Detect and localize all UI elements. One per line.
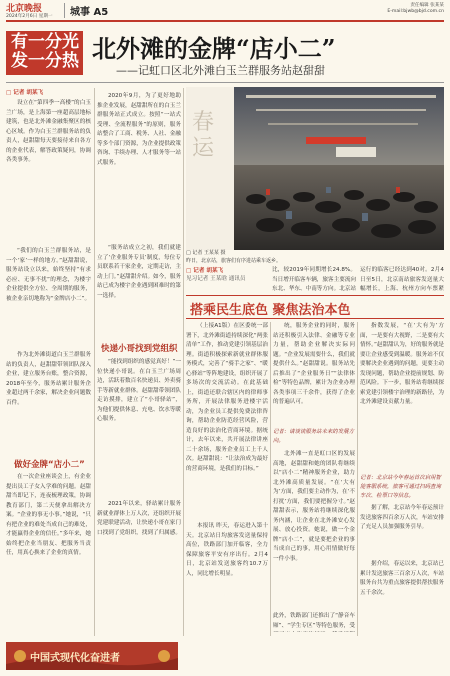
article-col-3 xyxy=(186,266,268,282)
article-col-2 xyxy=(97,92,181,623)
col3-para-1: 本报讯 昨天，春运进入第十天。北京站日均旅客发送量保持高位，铁路部门加开临客，全力保障旅客平安有序出行。2月4日，北京站发送旅客约10.7万人，同比增长明显。 xyxy=(186,523,268,577)
photo-illustration xyxy=(186,87,444,250)
section-2-para-d: 指数发展，“在‘大有为’方面，一是要有大视野，二是要有大情怀。”赵甜甜认为，好的服务就是要让企业感受到温暖。服务站不仅要解决企业遇到的问题，更要主动发现问题，帮助企业提前规划、防范风险。下一步，服务站将继续探索党建引领楼宇治理的新路径，为北外滩建设贡献力量。 xyxy=(360,323,444,405)
station-crowd-photo xyxy=(186,87,444,250)
photo-caption xyxy=(186,249,444,265)
col3-note: 记者：北京站今年春运首次启用智能客服系统，旅客可通过扫码查询车次、检票口等信息。 xyxy=(360,475,441,499)
star-icon xyxy=(158,650,170,662)
column-divider xyxy=(357,322,358,636)
header-divider xyxy=(64,3,65,18)
photo-caption-credit: □ 记者 王某某 摄 xyxy=(186,250,226,256)
kicker-line-1: 有一分光 xyxy=(11,32,79,52)
col2-para-1: 2020年9月，为了更好地助推企业发展，赵甜甜所在的白玉兰群服务站正式成立。按照“一站式受理、全流程服务”的原则，服务站整合了工商、税务、人社、金融等多个部门资源，为企业提供政策咨询、手续办理、人才服务等一站式服务。 xyxy=(97,93,181,166)
col1-para-2: “我们的白玉兰群服务站，是一个‘家’一样的地方。”赵甜甜说，服务站设立以来，始终坚持“有求必应、无事不扰”的理念，为楼宇企业提供全方位、全周期的服务，被企业亲切地称为“金牌店小二”。 xyxy=(6,248,91,302)
section-2-col-d xyxy=(360,322,444,607)
calligraphy-watermark: 春运 xyxy=(192,110,215,161)
headline-title: 北外滩的金牌“店小二” xyxy=(92,34,336,63)
col2-subhead: 快递小哥找到党组织 xyxy=(101,344,178,354)
column-divider xyxy=(94,88,95,636)
col3-byline-2: 见习记者 王某晗 通讯员 xyxy=(186,276,246,282)
headline-rule xyxy=(6,82,444,83)
article-col-4 xyxy=(272,266,356,296)
section-2-title: 搭乘民生底色 聚焦法治本色 xyxy=(190,303,351,318)
interview-question: 记者：请谈谈服务站未来的发展方向。 xyxy=(273,429,354,444)
section-label: 城事 A5 xyxy=(70,7,109,18)
article-col-1 xyxy=(6,88,91,628)
editor-email: E-mail:bjwb@bjd.com.cn xyxy=(387,9,444,14)
col1-byline: □ 记者 胡某飞 xyxy=(6,90,44,96)
header-rule xyxy=(6,20,444,22)
banner-title: 中国式现代化奋进者 xyxy=(30,653,120,664)
col3-para-2: 据了解，北京站今年春运预计发送旅客四百余万人次，车站安排了充足人员加强服务引导。 xyxy=(360,505,444,530)
col1-para-1: 设立在“第四季一高楼”的白玉兰广场，是上海第一座超高层地标建筑，也是北外滩金融集聚区的核心区域。作为白玉兰群服务站的负责人，赵甜甜每天要接待来自各方的企业代表，解答政策疑问，协调各类事务。 xyxy=(6,100,91,163)
col4-para-1: 比，较2019年同期增长24.8%。当日增开临客车辆，旅客主要流向东北、华东、中南等方向。北京站 xyxy=(272,267,356,292)
kicker-text xyxy=(9,33,81,71)
issue-date: 2024年2月6日 星期一 xyxy=(6,14,53,19)
photo-caption-text: 昨日，北京站，旅客们有序进站乘车返乡。 xyxy=(186,258,282,264)
col5-para-2: 据介绍，春运以来，北京站已累计发送旅客三百余万人次，车站服务台共为重点旅客提供帮扶服务五千余次。 xyxy=(360,561,444,596)
column-divider xyxy=(270,322,271,636)
article-col-5 xyxy=(360,266,444,296)
section-2-header xyxy=(186,295,444,319)
kicker-line-2: 发一分热 xyxy=(11,51,79,71)
headline-subtitle: ——记虹口区北外滩白玉兰群服务站赵甜甜 xyxy=(116,64,325,77)
col5-para-1: 运行的临客已经达到40对。2月4日至5日，北京南站旅客发送量大幅增长，上海、杭州方向车票紧 xyxy=(360,267,444,292)
newspaper-logo: 北京晚报 xyxy=(6,4,43,14)
col1-subhead: 做好金牌“店小二” xyxy=(14,460,85,470)
section-2-col-b xyxy=(273,322,355,636)
col1-para-3: 作为北外滩街道白玉兰群服务站的负责人，赵甜甜带领团队深入企业，建立服务台账，整合资源，2018年至今，服务站累计服务企业超过两千余家，解决企业问题数百件。 xyxy=(6,352,91,406)
col2-para-4: 2021年以来，驿站累计服务新就业群体上万人次，还组织开展党建联建活动，让快递小哥在家门口找到了党组织，找到了归属感。 xyxy=(97,501,181,536)
col2-para-2: “服务站成立之初，我们就建立了‘企业服务专员’制度，每位专员联系若干家企业，定期走访，主动上门。”赵甜甜介绍。如今，服务站已成为楼宇企业遇到困难时的第一选择。 xyxy=(97,245,181,299)
col2-para-3: “能找到组织的感觉真好！”一位快递小哥说。在白玉兰广场周边，活跃着数百名快递员、外卖骑手等新就业群体。赵甜甜带领团队走访摸排，建立了“小哥驿站”，为他们提供休息、充电、饮水等暖心服务。 xyxy=(97,359,181,422)
col1-para-4: 在一次企业座谈会上，有企业提出员工子女入学难的问题。赵甜甜当即记下，连夜梳理政策，协调教育部门，第二天便拿出解决方案。“企业的事无小事。”她说，“只有把企业的难处当成自己的难处，才能赢得企业的信任。”多年来，她始终把企业当朋友、把服务当责任，用真心换来了企业的真情。 xyxy=(6,474,91,556)
editor-info xyxy=(387,3,444,15)
section-2-para-a: （上接A1版）在区委统一部署下，北外滩街道持续深化“两张清单”工作，推动党建引领基层治理。街道积极探索新就业群体服务模式，完善了“骑手之家”、“暖心驿站”等阵地建设，组织开展了多场次的交流活动。在此基础上，街道还联合辖区内的律师事务所，开展法律服务进楼宇活动，为企业员工提供免费法律咨询，帮助企业防范经营风险，营造良好的法治化营商环境。据统计，去年以来，共开展法律讲座二十余场，服务企业员工上千人次。赵甜甜说：“让法治成为最好的营商环境，是我们的目标。” xyxy=(186,323,268,472)
section-2-col-a xyxy=(186,322,268,632)
editor-name: 责任编辑 张某某 xyxy=(410,3,444,8)
col3-byline: □ 记者 胡某飞 xyxy=(186,268,224,274)
section-2-para-b: 统，服务企业的同时，服务站还积极引入法律、金融等专业力量，帮助企业解决实际问题。“企业发展需要什么，我们就提供什么。”赵甜甜说。服务站先后推出了“企业服务日”“法律体检”等特色品牌，累计为企业办理各类事项三千余件，获得了企业的普遍认可。 xyxy=(273,323,355,405)
col4-para-2: 此外，铁路部门还推出了“静音车厢”、“学生专区”等特色服务，受 xyxy=(273,613,355,629)
star-icon xyxy=(14,650,26,662)
section-2-para-c: 北外滩一直是虹口区的发展高地，赵甜甜和她的团队将继续以“店小二”精神服务企业，助力北外滩高质量发展。“在‘大有为’方面，我们要主动作为，在‘不打扰’方面，我们要把握分寸。”赵甜甜表示，服务站将继续深化服务内涵，让企业在北外滩安心发展、放心投资。她说，做一个金牌“店小二”，就是要把企业的事当成自己的事，用心用情做好每一件小事。 xyxy=(273,451,355,562)
column-divider xyxy=(183,88,184,636)
